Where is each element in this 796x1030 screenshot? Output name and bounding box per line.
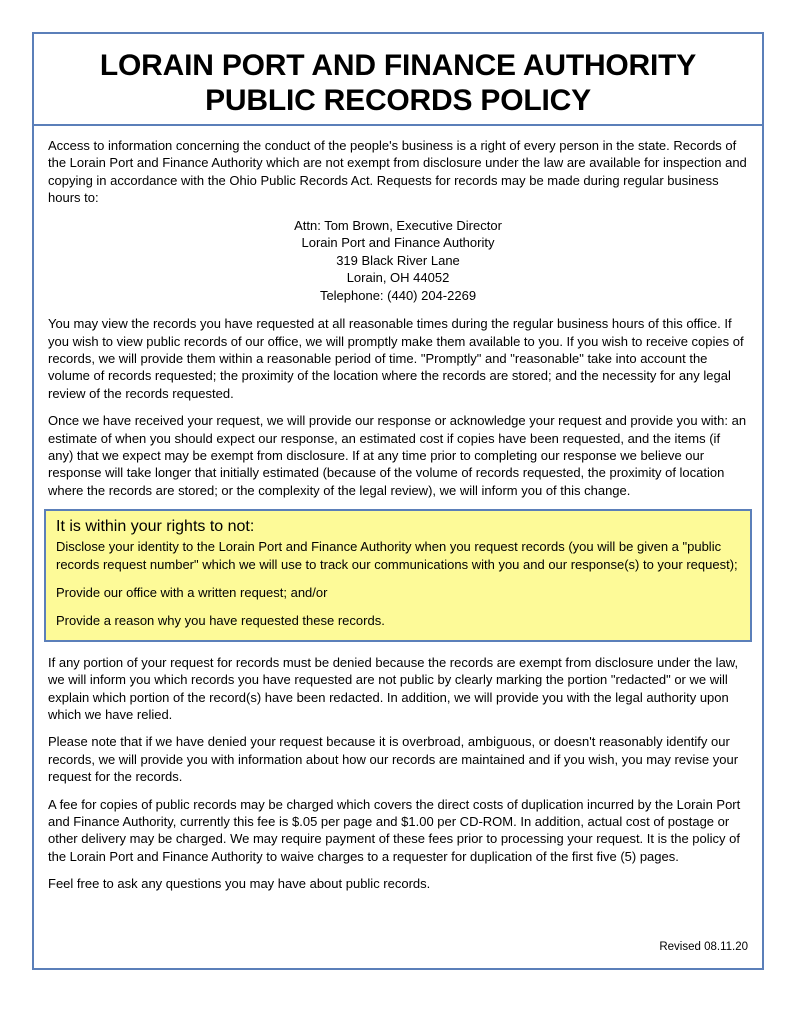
address-attn: Attn: Tom Brown, Executive Director bbox=[294, 217, 502, 233]
response-paragraph: Once we have received your request, we will provide our response or acknowledge your request and provide you with: an estimate of when you should expect our response, an estimated cost if copies have been requested, and the items (if any) that we expect may be exempt from disclosure. If at any time prior to completing our response we believe our response will take longer that initially estimated (because of the volume of records requested, the proximity of location where the records are stored; or the complexity of the legal review), we will inform you of this change. bbox=[48, 413, 747, 498]
rights-callout bbox=[44, 509, 752, 642]
title-line-2: PUBLIC RECORDS POLICY bbox=[205, 84, 591, 117]
questions-paragraph: Feel free to ask any questions you may have about public records. bbox=[48, 876, 431, 892]
revised-date: Revised 08.11.20 bbox=[659, 941, 748, 953]
document-frame bbox=[32, 32, 764, 970]
policy-body bbox=[48, 137, 748, 903]
title-box bbox=[34, 34, 762, 126]
title-line-1: LORAIN PORT AND FINANCE AUTHORITY bbox=[99, 49, 697, 82]
rights-item: Provide our office with a written request; and/or bbox=[56, 585, 328, 600]
contact-address bbox=[48, 217, 748, 305]
view-records-paragraph: You may view the records you have requested at all reasonable times during the regular business hours of this office. If you wish to view public records of our office, we will promptly make them available to you. If you wish to receive copies of records, we will provide them within a reasonable period of time. "Promptly" and "reasonable" take into account the volume of records requested; the proximity of the location where the records are stored; and the necessity for any legal review of the records requested. bbox=[48, 316, 744, 401]
rights-heading: It is within your rights to not: bbox=[56, 518, 255, 536]
address-city: Lorain, OH 44052 bbox=[346, 270, 450, 286]
address-street: 319 Black River Lane bbox=[336, 252, 460, 268]
overbroad-paragraph: Please note that if we have denied your request because it is overbroad, ambiguous, or doesn't reasonably identify our records, we will provide you with information about how our records are maintained and if you wish, you may revise your request for the records. bbox=[48, 734, 739, 785]
rights-item: Provide a reason why you have requested these records. bbox=[56, 613, 385, 629]
address-org: Lorain Port and Finance Authority bbox=[301, 235, 495, 251]
denied-paragraph: If any portion of your request for records must be denied because the records are exempt from disclosure under the law, we will inform you which records you have requested are not public by clearly marking the portion "redacted" or we will explain which portion of the record(s) have been redacted. In addition, we will provide you with the legal authority upon which we have relied. bbox=[48, 654, 739, 723]
address-phone: Telephone: (440) 204-2269 bbox=[319, 287, 477, 303]
fee-paragraph: A fee for copies of public records may be charged which covers the direct costs of duplication incurred by the Lorain Port and Finance Authority, currently this fee is $.05 per page and $1.00 per CD-ROM. In addition, actual cost of postage or other delivery may be charged. We may require payment of these fees prior to processing your request. It is the policy of the Lorain Port and Finance Authority to waive charges to a requester for duplication of the first five (5) pages. bbox=[48, 796, 741, 864]
intro-paragraph: Access to information concerning the conduct of the people's business is a right of every person in the state. Records of the Lorain Port and Finance Authority which are not exempt from disclosure under the law are available for inspection and copying in accordance with the Ohio Public Records Act. Requests for records may be made during regular business hours to: bbox=[48, 138, 747, 206]
rights-item: Disclose your identity to the Lorain Port and Finance Authority when you request records (you will be given a "public records request number" which we will use to track our communications with you and our response(s) to your request); bbox=[56, 539, 738, 572]
